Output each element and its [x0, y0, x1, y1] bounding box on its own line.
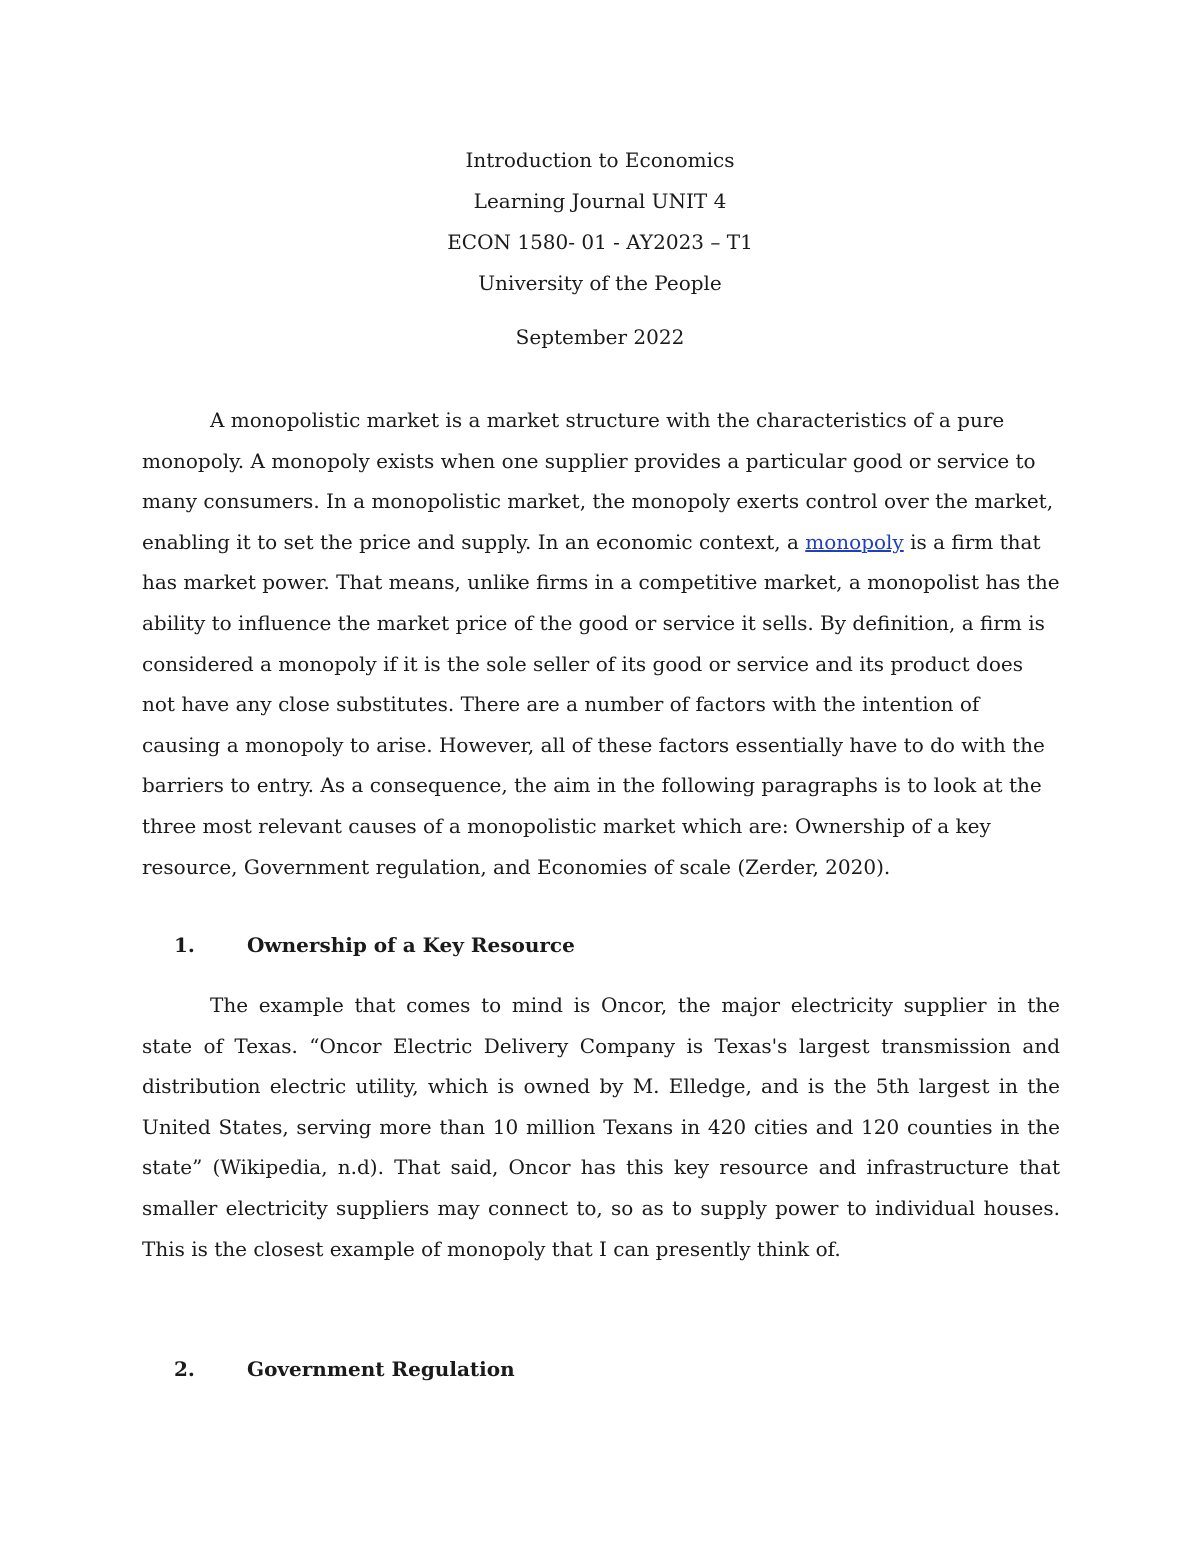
section-title: Government Regulation	[247, 1357, 515, 1381]
document-date: September 2022	[515, 325, 685, 349]
section-1-paragraph	[142, 985, 1060, 1269]
section-heading-1	[174, 930, 575, 960]
title-block	[0, 140, 1200, 304]
section-title: Ownership of a Key Resource	[247, 933, 575, 957]
section-number: 1.	[174, 933, 195, 957]
intro-paragraph	[142, 400, 1060, 887]
section-heading-2	[174, 1354, 515, 1384]
section-1-text: The example that comes to mind is Oncor, the major electricity supplier in the state of Texas. “Oncor Electric Delivery Company is Texas's largest transmission and distribution electric utility, which is owned by M. Elledge, and is the 5th largest in the United States, serving more than 10 million Texans in 420 cities and 120 counties in the state” (Wikipedia, n.d). That said, Oncor has this key resource and infrastructure that smaller electricity suppliers may connect to, so as to supply power to individual houses. This is the closest example of monopoly that I can presently think of.	[142, 993, 1060, 1261]
intro-text-before-link: A monopolistic market is a market structure with the characteristics of a pure monopoly. A monopoly exists when one supplier provides a particular good or service to many consumers. In a monopolistic market, the monopoly exerts control over the market, enabling it to set the price and supply. In an economic context, a	[142, 408, 1054, 554]
course-title: Introduction to Economics	[465, 148, 735, 172]
section-number: 2.	[174, 1357, 195, 1381]
monopoly-link[interactable]: monopoly	[805, 529, 904, 554]
university-name: University of the People	[478, 271, 722, 295]
course-code: ECON 1580- 01 - AY2023 – T1	[447, 230, 753, 254]
intro-text-after-link: is a firm that has market power. That means, unlike firms in a competitive market, a monopolist has the ability to influence the market price of the good or service it sells. By definition, a firm is considered a monopoly if it is the sole seller of its good or service and its product does not have any close substitutes. There are a number of factors with the intention of causing a monopoly to arise. However, all of these factors essentially have to do with the barriers to entry. As a consequence, the aim in the following paragraphs is to look at the three most relevant causes of a monopolistic market which are: Ownership of a key resource, Government regulation, and Economies of scale (Zerder, 2020).	[142, 529, 1060, 879]
journal-title: Learning Journal UNIT 4	[473, 189, 727, 213]
